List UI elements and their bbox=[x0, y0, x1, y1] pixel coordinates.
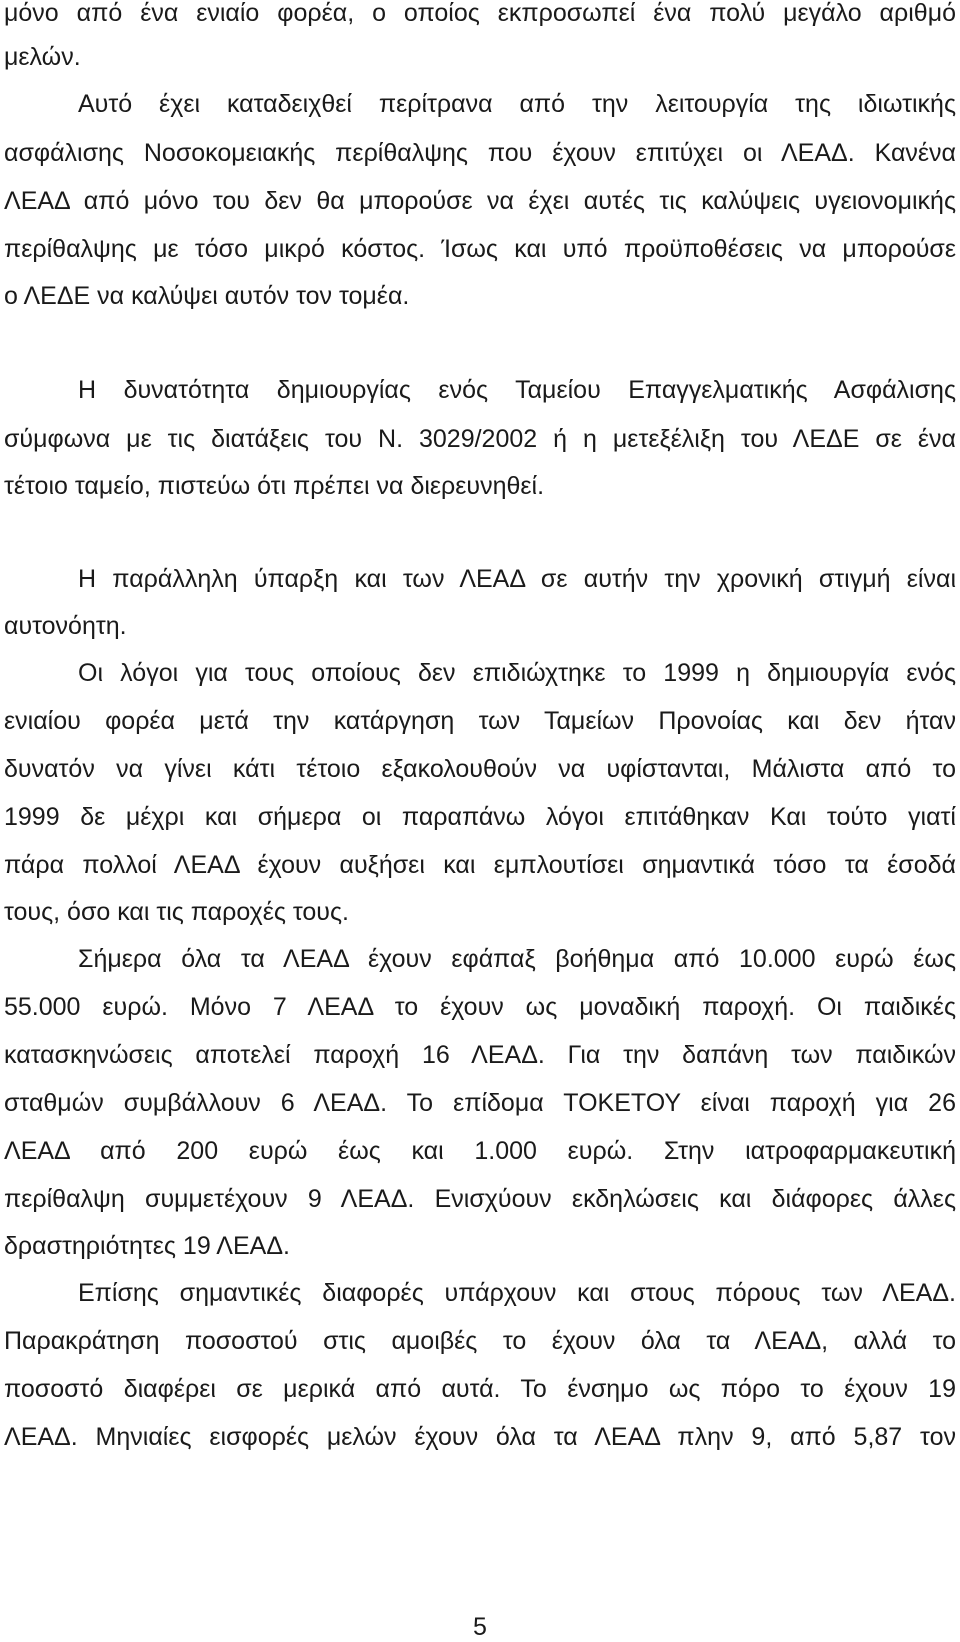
text-line: ασφάλισης Νοσοκομειακής περίθαλψης που έχουν επιτύχει οι ΛΕΑΔ. Κανένα bbox=[4, 139, 956, 167]
text-line: ποσοστό διαφέρει σε μερικά από αυτά. Το ένσημο ως πόρο το έχουν 19 bbox=[4, 1375, 956, 1403]
text-line: Σήμερα όλα τα ΛΕΑΔ έχουν εφάπαξ βοήθημα από 10.000 ευρώ έως bbox=[78, 945, 956, 973]
text-line: Αυτό έχει καταδειχθεί περίτρανα από την λειτουργία της ιδιωτικής bbox=[78, 90, 956, 118]
text-line: σταθμών συμβάλλουν 6 ΛΕΑΔ. Το επίδομα ΤΟΚΕΤΟΥ είναι παροχή για 26 bbox=[4, 1089, 956, 1117]
text-line: Επίσης σημαντικές διαφορές υπάρχουν και στους πόρους των ΛΕΑΔ. bbox=[78, 1279, 956, 1307]
text-line: περίθαλψη συμμετέχουν 9 ΛΕΑΔ. Ενισχύουν εκδηλώσεις και διάφορες άλλες bbox=[4, 1185, 956, 1213]
text-line: αυτονόητη. bbox=[4, 612, 127, 640]
text-line: 1999 δε μέχρι και σήμερα οι παραπάνω λόγοι επιτάθηκαν Και τούτο γιατί bbox=[4, 803, 956, 831]
text-line: δυνατόν να γίνει κάτι τέτοιο εξακολουθούν να υφίστανται, Μάλιστα από το bbox=[4, 755, 956, 783]
text-line: μόνο από ένα ενιαίο φορέα, ο οποίος εκπροσωπεί ένα πολύ μεγάλο αριθμό bbox=[4, 0, 956, 27]
text-line: περίθαλψης με τόσο μικρό κόστος. Ίσως και υπό προϋποθέσεις να μπορούσε bbox=[4, 235, 956, 263]
text-line: Παρακράτηση ποσοστού στις αμοιβές το έχουν όλα τα ΛΕΑΔ, αλλά το bbox=[4, 1327, 956, 1355]
text-line: δραστηριότητες 19 ΛΕΑΔ. bbox=[4, 1232, 290, 1260]
text-line: μελών. bbox=[4, 43, 81, 71]
text-line: Η δυνατότητα δημιουργίας ενός Ταμείου Επαγγελματικής Ασφάλισης bbox=[78, 376, 956, 404]
text-line: κατασκηνώσεις αποτελεί παροχή 16 ΛΕΑΔ. Για την δαπάνη των παιδικών bbox=[4, 1041, 956, 1069]
text-line: ο ΛΕΔΕ να καλύψει αυτόν τον τομέα. bbox=[4, 282, 410, 310]
text-line: σύμφωνα με τις διατάξεις του Ν. 3029/2002 ή η μετεξέλιξη του ΛΕΔΕ σε ένα bbox=[4, 425, 956, 453]
text-line: 55.000 ευρώ. Μόνο 7 ΛΕΑΔ το έχουν ως μοναδική παροχή. Οι παιδικές bbox=[4, 993, 956, 1021]
text-line: ΛΕΑΔ από μόνο του δεν θα μπορούσε να έχει αυτές τις καλύψεις υγειονομικής bbox=[4, 187, 956, 215]
text-line: ενιαίου φορέα μετά την κατάργηση των Ταμείων Προνοίας και δεν ήταν bbox=[4, 707, 956, 735]
text-line: Η παράλληλη ύπαρξη και των ΛΕΑΔ σε αυτήν την χρονική στιγμή είναι bbox=[78, 565, 956, 593]
page-number: 5 bbox=[473, 1613, 487, 1641]
text-line: τέτοιο ταμείο, πιστεύω ότι πρέπει να διερευνηθεί. bbox=[4, 472, 545, 500]
text-line: ΛΕΑΔ. Μηνιαίες εισφορές μελών έχουν όλα τα ΛΕΑΔ πλην 9, από 5,87 τον bbox=[4, 1423, 956, 1451]
text-line: ΛΕΑΔ από 200 ευρώ έως και 1.000 ευρώ. Στην ιατροφαρμακευτική bbox=[4, 1137, 956, 1165]
text-line: Οι λόγοι για τους οποίους δεν επιδιώχτηκε το 1999 η δημιουργία ενός bbox=[78, 659, 956, 687]
text-line: τους, όσο και τις παροχές τους. bbox=[4, 898, 349, 926]
text-line: πάρα πολλοί ΛΕΑΔ έχουν αυξήσει και εμπλουτίσει σημαντικά τόσο τα έσοδά bbox=[4, 851, 956, 879]
